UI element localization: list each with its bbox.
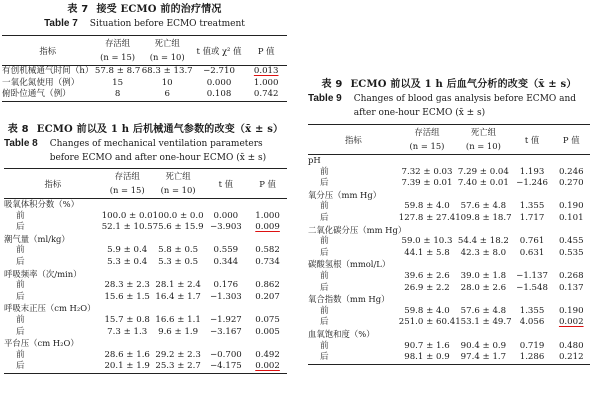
table-row: 后 251.0 ± 60.4 153.1 ± 49.7 4.056 0.002 — [320, 317, 584, 328]
header-stat: t 值 — [512, 125, 553, 155]
header-death: 死亡组 — [153, 169, 204, 184]
header-survive-n: (n = 15) — [93, 50, 141, 66]
table-row: 前 28.3 ± 2.3 28.1 ± 2.4 0.176 0.862 — [16, 280, 280, 291]
header-stat: t 值或 χ² 值 — [193, 36, 246, 66]
header-p: P 值 — [248, 169, 287, 199]
header-survive: 存活组 — [399, 125, 455, 140]
table-row: 前 7.32 ± 0.03 7.29 ± 0.04 1.193 0.246 — [320, 166, 584, 177]
group-row: pH — [308, 155, 321, 165]
table-row: 后 20.1 ± 1.9 25.3 ± 2.7 −4.175 0.002 — [4, 361, 287, 373]
significant-p-value: 0.002 — [255, 361, 280, 372]
table-9-grid — [308, 124, 590, 365]
group-row: 碳酸氢根（mmol/L） — [308, 259, 391, 270]
table-8-caption-en: Table 8 Changes of mechanical ventilation parameters before ECMO and after one-hour ECMO (x̄ ± s) — [4, 138, 267, 163]
significant-p-value: 0.013 — [253, 66, 279, 76]
group-row: 二氧化碳分压（mm Hg） — [308, 224, 407, 235]
table-row: 前 90.7 ± 1.6 90.4 ± 0.9 0.719 0.480 — [320, 340, 584, 351]
table-7 — [2, 3, 287, 102]
table-row: 前 28.6 ± 1.6 29.2 ± 2.3 −0.700 0.492 — [16, 349, 280, 360]
table-7-caption-en: Table 7 Situation before ECMO treatment — [44, 18, 245, 29]
group-row: 呼吸频率（次/min） — [4, 268, 82, 279]
header-survive: 存活组 — [102, 169, 153, 184]
table-row: 前 59.8 ± 4.0 57.6 ± 4.8 1.355 0.190 — [320, 201, 584, 212]
header-stat: t 值 — [204, 169, 249, 199]
table-row: 后 52.1 ± 10.5 75.6 ± 15.9 −3.903 0.009 — [16, 222, 280, 233]
table-row: 一氧化氮使用（例） 15 10 0.000 1.000 — [2, 77, 279, 88]
table-8 — [4, 123, 287, 374]
significant-p-value: 0.002 — [558, 317, 584, 328]
group-row: 吸氧体积分数（%） — [4, 199, 79, 209]
table-row: 前 5.9 ± 0.4 5.8 ± 0.5 0.559 0.582 — [16, 245, 280, 256]
table-row: 前 15.7 ± 0.8 16.6 ± 1.1 −1.927 0.075 — [16, 314, 280, 325]
header-indicator: 指标 — [4, 169, 102, 199]
group-row: 血氧饱和度（%） — [308, 328, 375, 339]
table-row: 前 100.0 ± 0.0 100.0 ± 0.0 0.000 1.000 — [16, 210, 280, 221]
header-death: 死亡组 — [142, 36, 193, 51]
header-indicator: 指标 — [2, 36, 93, 66]
group-row: 氧分压（mm Hg） — [308, 189, 382, 200]
header-death: 死亡组 — [455, 125, 511, 140]
table-row: 后 98.1 ± 0.9 97.4 ± 1.7 1.286 0.212 — [308, 352, 590, 364]
header-survive-n: (n = 15) — [102, 183, 153, 199]
table-row: 前 59.8 ± 4.0 57.6 ± 4.8 1.355 0.190 — [320, 305, 584, 316]
header-survive: 存活组 — [93, 36, 141, 51]
header-p: P 值 — [552, 125, 590, 155]
table-7-grid — [2, 35, 287, 102]
table-row: 后 7.39 ± 0.01 7.40 ± 0.01 −1.246 0.270 — [320, 178, 584, 189]
group-row: 呼吸末正压（cm H₂O） — [4, 303, 96, 314]
header-death-n: (n = 10) — [455, 139, 511, 155]
table-row: 后 44.1 ± 5.8 42.3 ± 8.0 0.631 0.535 — [320, 247, 584, 258]
header-p: P 值 — [245, 36, 287, 66]
table-row: 前 39.6 ± 2.6 39.0 ± 1.8 −1.137 0.268 — [320, 270, 584, 281]
table-7-caption-cn: 表 7 接受 ECMO 前的治疗情况 — [67, 4, 222, 15]
table-row: 后 15.6 ± 1.5 16.4 ± 1.7 −1.303 0.207 — [16, 291, 280, 302]
group-row: 氧合指数（mm Hg） — [308, 294, 390, 305]
table-row: 后 5.3 ± 0.4 5.3 ± 0.5 0.344 0.734 — [16, 256, 280, 267]
significant-p-value: 0.009 — [255, 222, 280, 233]
table-row: 俯卧位通气（例） 8 6 0.108 0.742 — [2, 89, 287, 101]
header-death-n: (n = 10) — [153, 183, 204, 199]
header-indicator: 指标 — [308, 125, 399, 155]
header-death-n: (n = 10) — [142, 50, 193, 66]
table-row: 后 26.9 ± 2.2 28.0 ± 2.6 −1.548 0.137 — [320, 282, 584, 293]
group-row: 潮气量（ml/kg） — [4, 233, 70, 244]
table-row: 有创机械通气时间（h） 57.8 ± 8.7 68.3 ± 13.7 −2.710 0.013 — [2, 66, 279, 76]
table-9 — [308, 78, 590, 365]
group-row: 平台压（cm H₂O） — [4, 338, 79, 349]
table-row: 后 127.8 ± 27.4 109.8 ± 18.7 1.717 0.101 — [320, 212, 584, 223]
table-9-caption-en: Table 9 Changes of blood gas analysis before ECMO and after one-hour ECMO (x̄ ± s) — [308, 93, 577, 118]
table-8-grid — [4, 168, 287, 374]
table-row: 前 59.0 ± 10.3 54.4 ± 18.2 0.761 0.455 — [320, 236, 584, 247]
table-8-caption-cn: 表 8 ECMO 前以及 1 h 后机械通气参数的改变（x̄ ± s） — [7, 124, 284, 135]
header-survive-n: (n = 15) — [399, 139, 455, 155]
table-9-caption-cn: 表 9 ECMO 前以及 1 h 后血气分析的改变（x̄ ± s） — [321, 79, 577, 90]
table-row: 后 7.3 ± 1.3 9.6 ± 1.9 −3.167 0.005 — [16, 326, 280, 337]
